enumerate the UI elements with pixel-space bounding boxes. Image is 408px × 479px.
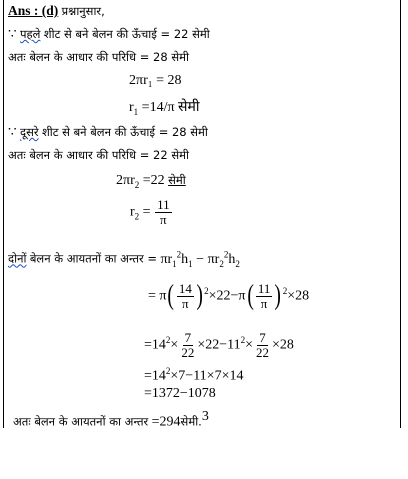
- step3-b: ×7−11×7×14: [170, 368, 244, 384]
- line1-prefix: पहले: [19, 27, 41, 41]
- eq3-sub: 2: [134, 179, 140, 190]
- step3-sq: 2: [165, 366, 171, 376]
- equation-4: [130, 198, 173, 227]
- eq4-den: π: [160, 212, 167, 227]
- eq4-num: 11: [157, 197, 170, 212]
- line1-text: शीट से बने बेलन की ऊँचाई = 22 सेमी: [43, 27, 210, 41]
- step2-e: ×28: [272, 337, 294, 353]
- eq3-left: 2πr: [116, 173, 135, 188]
- eq4-sub: 2: [134, 211, 140, 222]
- step1-den2: π: [260, 295, 268, 311]
- step1-fraction-2: [256, 282, 273, 311]
- step2-a: =14: [144, 337, 166, 353]
- final-text: अतः बेलन के आयतनों का अन्तर: [13, 414, 149, 429]
- diff-sub1: 1: [172, 258, 177, 269]
- final-line: [13, 409, 209, 431]
- line3-prefix: दूसरे: [19, 125, 39, 139]
- step1-rparen2: ): [274, 280, 282, 312]
- diff-hsub1: 1: [188, 258, 193, 269]
- eq2-right: =14/π सेमी: [141, 100, 200, 115]
- equation-3: [116, 172, 186, 193]
- step1-lparen2: (: [246, 280, 254, 312]
- step2-sq2: 2: [240, 335, 246, 345]
- step2-b: ×: [170, 337, 179, 353]
- diff-minus: − πr: [192, 251, 220, 267]
- step1-den1: π: [182, 295, 189, 311]
- diff-expr-a: πr: [160, 251, 173, 267]
- step1-sq1: 2: [204, 286, 209, 296]
- step2-c: ×22−11: [197, 337, 241, 353]
- eq4-eq: =: [142, 204, 151, 220]
- answer-label: Ans : (d): [8, 3, 59, 18]
- final-sup: 3: [201, 409, 209, 424]
- intro-text: प्रश्नानुसार,: [61, 4, 105, 18]
- step1-num2: 11: [257, 280, 271, 296]
- step1-fraction-1: [177, 282, 194, 311]
- step1-sq2: 2: [282, 286, 288, 296]
- step2-sq1: 2: [165, 335, 171, 345]
- because-symbol-2: ∵: [8, 124, 17, 139]
- line-second-circumference: [8, 147, 189, 163]
- step-1: [148, 276, 309, 312]
- final-unit: सेमी.: [180, 414, 202, 429]
- step-3: [144, 363, 243, 385]
- step1-eq: =: [148, 288, 156, 304]
- step1-end: ×28: [287, 288, 310, 304]
- step1-mid: ×22−π: [208, 288, 246, 304]
- eq2-left: r: [129, 100, 134, 115]
- step1-num1: 14: [178, 280, 192, 296]
- step-4: [144, 386, 216, 402]
- diff-h2: h: [228, 251, 236, 267]
- line4-text: अतः बेलन के आधार की परिधि = 22 सेमी: [8, 148, 189, 162]
- step2-d: ×: [245, 337, 253, 353]
- equation-1: [129, 73, 182, 89]
- final-value: =294: [151, 414, 181, 430]
- step1-rparen1: ): [196, 280, 203, 312]
- left-border: [3, 0, 4, 428]
- eq1-text: 2πr₁ = 28: [129, 73, 182, 88]
- line3-text: शीट से बने बेलन की ऊँचाई = 28 सेमी: [41, 125, 208, 139]
- step2-num2: 7: [259, 329, 266, 345]
- diff-sup2: 2: [223, 249, 229, 259]
- step1-pi: π: [159, 288, 167, 304]
- diff-prefix: दोनों: [8, 251, 27, 266]
- diff-sub2: 2: [219, 258, 224, 269]
- step2-fraction-1: [179, 331, 196, 360]
- answer-line: [8, 3, 105, 19]
- diff-h1: h: [181, 251, 189, 267]
- step-2: [144, 325, 294, 361]
- step2-den2: 22: [256, 344, 269, 360]
- eq4-left: r: [130, 204, 135, 220]
- line-first-height: [8, 26, 210, 42]
- eq3-right: =22: [142, 173, 165, 188]
- step2-den1: 22: [181, 344, 195, 360]
- step2-fraction-2: [254, 331, 271, 360]
- step2-num1: 7: [184, 329, 192, 345]
- diff-text: बेलन के आयतनों का अन्तर =: [29, 251, 158, 266]
- eq3-unit: सेमी: [168, 173, 186, 187]
- equation-2: [129, 100, 200, 120]
- diff-sup1: 2: [176, 249, 182, 259]
- line-first-circumference: [8, 49, 189, 65]
- step4-text: =1372−1078: [144, 386, 216, 401]
- difference-line: [8, 246, 240, 271]
- because-symbol: ∵: [8, 26, 17, 41]
- diff-hsub2: 2: [235, 258, 240, 269]
- step3-a: =14: [144, 368, 166, 384]
- line-second-height: [8, 124, 208, 140]
- line2-text: अतः बेलन के आधार की परिधि = 28 सेमी: [8, 50, 189, 64]
- step1-lparen1: (: [167, 280, 175, 312]
- right-border: [400, 0, 401, 428]
- eq4-fraction: [155, 198, 172, 227]
- diff-expression: [160, 249, 240, 269]
- eq2-sub: 1: [133, 106, 139, 117]
